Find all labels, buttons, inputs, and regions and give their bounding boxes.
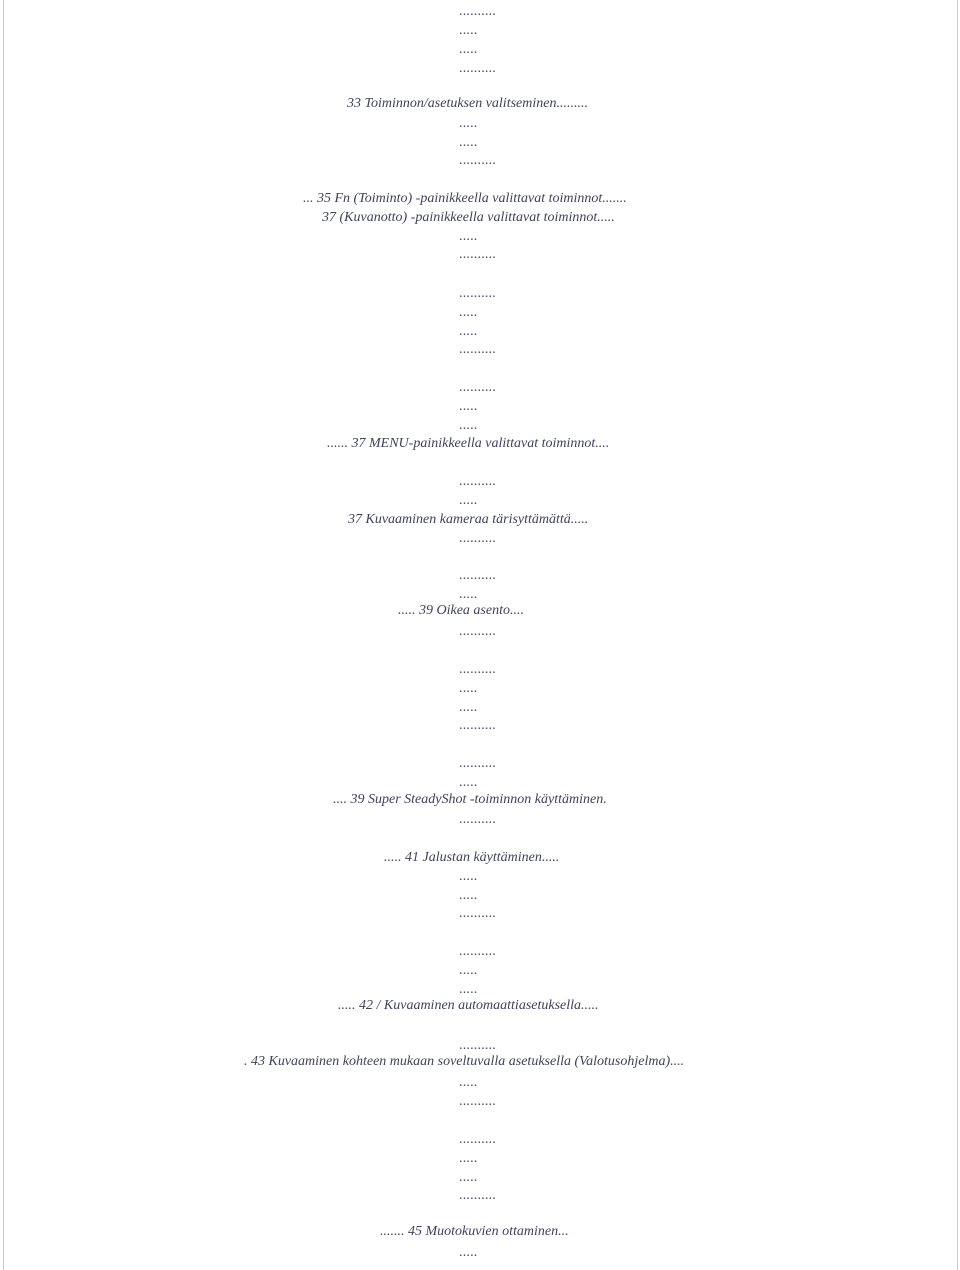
toc-dot-leader: ..... xyxy=(459,700,478,715)
toc-dot-leader: .......... xyxy=(459,568,496,583)
toc-dot-leader: ..... xyxy=(459,775,478,790)
toc-dot-leader: .......... xyxy=(459,286,496,301)
toc-dot-leader: ..... xyxy=(459,418,478,433)
toc-dot-leader: ..... xyxy=(459,982,478,997)
toc-entry[interactable]: ... 35 Fn (Toiminto) -painikkeella valittavat toiminnot....... xyxy=(303,191,627,206)
toc-entry[interactable]: .... 39 Super SteadyShot -toiminnon käyttäminen. xyxy=(333,792,607,807)
toc-dot-leader: .......... xyxy=(459,153,496,168)
toc-dot-leader: ..... xyxy=(459,963,478,978)
toc-dot-leader: .......... xyxy=(459,756,496,771)
toc-dot-leader: .......... xyxy=(459,1188,496,1203)
toc-dot-leader: .......... xyxy=(459,4,496,19)
toc-entry[interactable]: ....... 45 Muotokuvien ottaminen... xyxy=(380,1224,569,1239)
toc-dot-leader: ..... xyxy=(459,116,478,131)
toc-dot-leader: ..... xyxy=(459,888,478,903)
toc-dot-leader: .......... xyxy=(459,906,496,921)
toc-dot-leader: ..... xyxy=(459,305,478,320)
toc-dot-leader: .......... xyxy=(459,718,496,733)
toc-dot-leader: .......... xyxy=(459,531,496,546)
toc-entry[interactable]: 37 (Kuvanotto) -painikkeella valittavat toiminnot..... xyxy=(322,210,615,225)
toc-dot-leader: ..... xyxy=(459,229,478,244)
toc-entry[interactable]: 33 Toiminnon/asetuksen valitseminen......... xyxy=(347,96,588,111)
toc-dot-leader: .......... xyxy=(459,61,496,76)
toc-entry[interactable]: ..... 42 / Kuvaaminen automaattiasetuksella..... xyxy=(338,998,599,1013)
toc-entry[interactable]: ..... 39 Oikea asento.... xyxy=(398,603,524,618)
toc-entry[interactable]: ...... 37 MENU-painikkeella valittavat toiminnot.... xyxy=(327,436,610,451)
toc-dot-leader: ..... xyxy=(459,587,478,602)
toc-dot-leader: .......... xyxy=(459,1094,496,1109)
toc-dot-leader: ..... xyxy=(459,42,478,57)
toc-dot-leader: .......... xyxy=(459,247,496,262)
toc-dot-leader: .......... xyxy=(459,624,496,639)
toc-entry[interactable]: . 43 Kuvaaminen kohteen mukaan soveltuvalla asetuksella (Valotusohjelma).... xyxy=(244,1054,685,1069)
toc-dot-leader: .......... xyxy=(459,812,496,827)
toc-dot-leader: ..... xyxy=(459,135,478,150)
toc-dot-leader: ..... xyxy=(459,399,478,414)
toc-entry[interactable]: ..... 41 Jalustan käyttäminen..... xyxy=(384,850,560,865)
toc-dot-leader: .......... xyxy=(459,1132,496,1147)
toc-dot-leader: .......... xyxy=(459,474,496,489)
toc-dot-leader: ..... xyxy=(459,1075,478,1090)
toc-dot-leader: ..... xyxy=(459,324,478,339)
toc-dot-leader: ..... xyxy=(459,1151,478,1166)
toc-dot-leader: .......... xyxy=(459,342,496,357)
toc-dot-leader: .......... xyxy=(459,944,496,959)
toc-dot-leader: .......... xyxy=(459,380,496,395)
toc-dot-leader: .......... xyxy=(459,662,496,677)
toc-dot-leader: ..... xyxy=(459,23,478,38)
toc-dot-leader: ..... xyxy=(459,493,478,508)
toc-entry[interactable]: 37 Kuvaaminen kameraa tärisyttämättä..... xyxy=(348,512,589,527)
toc-dot-leader: ..... xyxy=(459,1170,478,1185)
toc-dot-leader: .......... xyxy=(459,1038,496,1053)
toc-dot-leader: ..... xyxy=(459,869,478,884)
toc-dot-leader: ..... xyxy=(459,1245,478,1260)
toc-dot-leader: ..... xyxy=(459,681,478,696)
